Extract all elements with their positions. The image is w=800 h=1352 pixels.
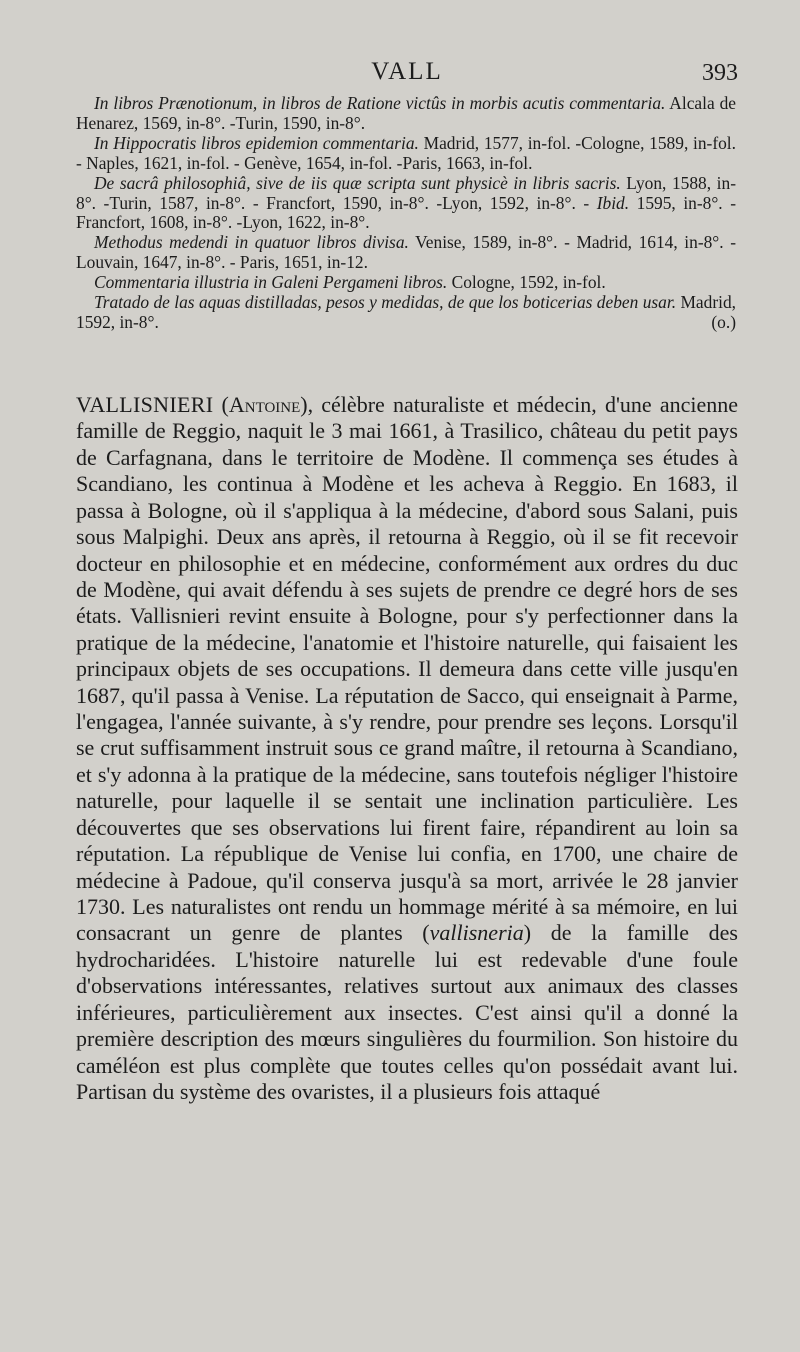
ibid-abbreviation: Ibid.: [596, 192, 630, 213]
edition-details: Alcala de Henarez, 1569, in-8°. -Turin, 1590, in-8°.: [76, 93, 736, 133]
bibliography-entry: [76, 94, 736, 134]
article-first-name: Antoine: [228, 392, 301, 417]
edition-details: Madrid, 1592, in-8°.: [76, 292, 736, 332]
work-title: Methodus medendi in quatuor libros divisa.: [94, 232, 409, 253]
article-text: célèbre naturaliste et médecin, d'une ancienne famille de Reggio, naquit le 3 mai 1661, à Trasilico, château du petit pays de Carfagnana, dans le territoire de Modène. Il commença ses études à Scandiano, les continua à Modène et les acheva à Reggio. En 1683, il passa à Bologne, où il s'appliqua à la médecine, d'abord sous Salani, puis sous Malpighi. Deux ans après, il retourna à Reggio, où il se fit recevoir docteur en philosophie et en médecine, conformément aux ordres du duc de Modène, qui avait défendu à ses sujets de prendre ce degré hors de ses états. Vallisnieri revint ensuite à Bologne, pour s'y perfectionner dans la pratique de la médecine, l'anatomie et l'histoire naturelle, qui faisaient les principaux objets de ses occupations. Il demeura dans cette ville jusqu'en 1687, qu'il passa à Venise. La réputation de Sacco, qui enseignait à Parme, l'engagea, l'année suivante, à s'y rendre, pour prendre ses leçons. Lorsqu'il se crut suffisamment instruit sous ce grand maître, il retourna à Scandiano, et s'y adonna à la pratique de la médecine, sans toutefois négliger l'histoire naturelle, pour laquelle il se sentait une inclination particulière. Les découvertes que ses observations lui firent faire, répandirent au loin sa réputation. La république de Venise lui confia, en 1700, une chaire de médecine à Padoue, qu'il conserva jusqu'à sa mort, arrivée le 28 janvier 1730. Les naturalistes ont rendu un hommage mérité à sa mémoire, en lui consacrant un genre de plantes (: [76, 392, 739, 946]
article-paragraph: VALLISNIERI (Antoine), célèbre naturaliste et médecin, d'une ancienne famille de Reggio, naquit le 3 mai 1661, à Trasilico, château du petit pays de Carfagnana, dans le territoire de Modène. Il commença ses études à Scandiano, les continua à Modène et les acheva à Reggio. En 1683, il passa à Bologne, où il s'appliqua à la médecine, d'abord sous Salani, puis sous Malpighi. Deux ans après, il retourna à Reggio, où il se fit recevoir docteur en philosophie et en médecine, conformément aux ordres du duc de Modène, qui avait défendu à ses sujets de prendre ce degré hors de ses états. Vallisnieri revint ensuite à Bologne, pour s'y perfectionner dans la pratique de la médecine, l'anatomie et l'histoire naturelle, qui faisaient les principaux objets de ses occupations. Il demeura dans cette ville jusqu'en 1687, qu'il passa à Venise. La réputation de Sacco, qui enseignait à Parme, l'engagea, l'année suivante, à s'y rendre, pour prendre ses leçons. Lorsqu'il se crut suffisamment instruit sous ce grand maître, il retourna à Scandiano, et s'y adonna à la pratique de la médecine, sans toutefois négliger l'histoire naturelle, pour laquelle il se sentait une inclination particulière. Les découvertes que ses observations lui firent faire, répandirent au loin sa réputation. La république de Venise lui confia, en 1700, une chaire de médecine à Padoue, qu'il conserva jusqu'à sa mort, arrivée le 28 janvier 1730. Les naturalistes ont rendu un hommage mérité à sa mémoire, en lui consacrant un genre de plantes (vallisneria) de la famille des hydrocharidées. L'histoire naturelle lui est redevable d'une foule d'observations intéressantes, relatives surtout aux animaux des classes inférieures, particulièrement aux insectes. C'est ainsi qu'il a donné la première description des mœurs singulières du fourmilion. Son histoire du caméléon est plus complète que toutes celles qu'on possédait avant lui. Partisan du système des ovaristes, il a plusieurs fois attaqué: [76, 392, 739, 1104]
bibliography-entry: [76, 233, 736, 273]
work-title: Tratado de las aquas distilladas, pesos y medidas, de que los boticerias deben usar.: [94, 292, 677, 313]
plant-genus-name: vallisneria: [429, 920, 524, 946]
bibliography-entry: [76, 134, 736, 174]
biography-article: [76, 392, 738, 1105]
bibliography-entry: [76, 273, 736, 293]
running-title: VALL: [371, 58, 443, 85]
bibliography-list: [76, 94, 736, 333]
edition-details: Cologne, 1592, in-fol.: [447, 272, 606, 293]
work-title: In libros Prænotionum, in libros de Ratione victûs in morbis acutis commentaria.: [94, 93, 666, 113]
edition-details: 1595, in-8°. - Francfort, 1608, in-8°. -Lyon, 1622, in-8°.: [76, 192, 736, 233]
bibliography-entry: [76, 293, 736, 333]
page-number: 393: [702, 60, 738, 86]
work-title: De sacrâ philosophiâ, sive de iis quæ scripta sunt physicè in libris sacris.: [94, 172, 621, 193]
running-head: [76, 58, 738, 92]
author-signature: (o.): [711, 311, 736, 332]
edition-details: Venise, 1589, in-8°. - Madrid, 1614, in-8°. - Louvain, 1647, in-8°. - Paris, 1651, in-12.: [76, 232, 736, 273]
bibliography-entry: [76, 174, 736, 234]
article-headword: VALLISNIERI: [76, 392, 214, 417]
edition-details: Madrid, 1577, in-fol. -Cologne, 1589, in-fol. - Naples, 1621, in-fol. - Genève, 1654, in-fol. -Paris, 1663, in-fol.: [76, 132, 736, 173]
article-text-continued: ) de la famille des hydrocharidées. L'histoire naturelle lui est redevable d'une foule d'observations intéressantes, relatives surtout aux animaux des classes inférieures, particulièrement aux insectes. C'est ainsi qu'il a donné la première description des mœurs singulières du fourmilion. Son histoire du caméléon est plus complète que toutes celles qu'on possédait avant lui. Partisan du système des ovaristes, il a plusieurs fois attaqué: [76, 920, 738, 1104]
work-title: Commentaria illustria in Galeni Pergameni libros.: [94, 272, 448, 293]
work-title: In Hippocratis libros epidemion commentaria.: [94, 132, 419, 153]
edition-details: Lyon, 1588, in-8°. -Turin, 1587, in-8°. - Francfort, 1590, in-8°. -Lyon, 1592, in-8°. -: [76, 172, 736, 213]
